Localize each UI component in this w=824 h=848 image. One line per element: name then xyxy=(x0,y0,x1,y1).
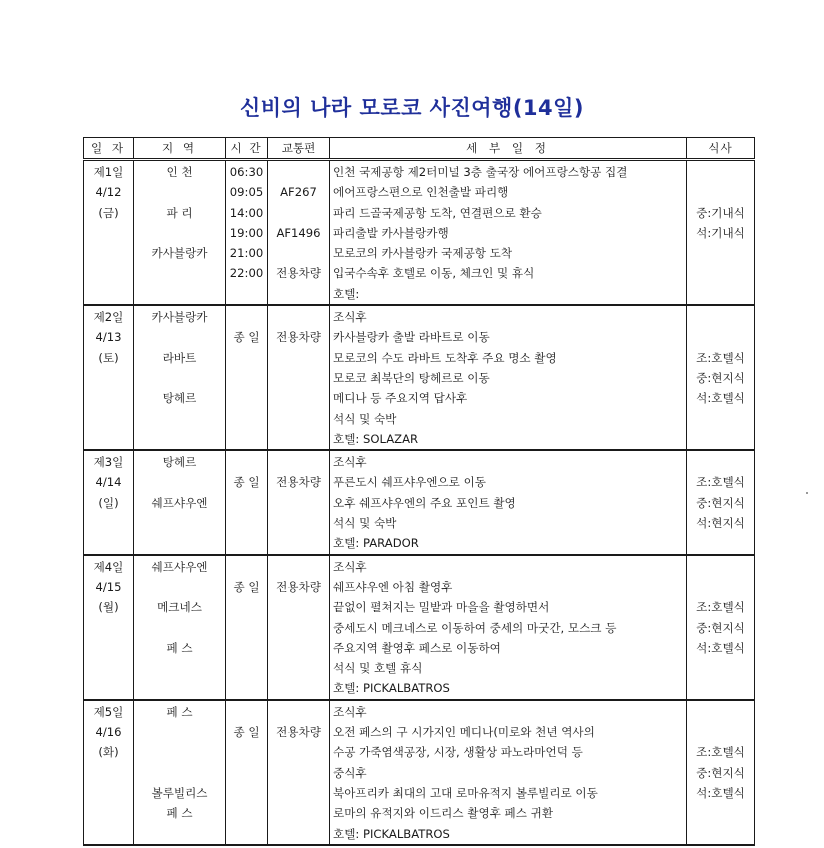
place-line xyxy=(134,678,225,698)
header-row xyxy=(84,138,755,160)
detail-line: 파리 드골국제공항 도착, 연결편으로 환승 xyxy=(333,205,542,220)
place-line: 카사블랑카 xyxy=(151,246,208,261)
day-line: 4/12 xyxy=(95,185,122,200)
transport-cell xyxy=(268,305,330,450)
time-line: 06:30 xyxy=(229,165,264,179)
time-line: 21:00 xyxy=(229,246,264,261)
place-cell xyxy=(134,450,226,554)
place-line xyxy=(134,409,225,429)
day-line: 제5일 xyxy=(93,704,124,719)
header-time: 시 간 xyxy=(226,138,268,160)
place-line xyxy=(134,742,225,762)
header-meal: 식사 xyxy=(687,138,755,160)
day-cell xyxy=(84,555,134,700)
day-line xyxy=(84,533,133,553)
place-line xyxy=(134,618,225,638)
meal-line xyxy=(687,243,754,263)
time-cell xyxy=(226,555,268,700)
meal-line: 중:기내식 xyxy=(696,205,745,220)
meal-line xyxy=(687,722,754,742)
detail-cell xyxy=(330,305,687,450)
detail-line: 주요지역 촬영후 페스로 이동하여 xyxy=(333,640,501,655)
day-cell xyxy=(84,305,134,450)
time-line xyxy=(226,803,267,823)
detail-line: 모로코의 카사블랑카 국제공항 도착 xyxy=(333,246,513,261)
transport-cell xyxy=(268,700,330,845)
time-line: 14:00 xyxy=(229,205,264,220)
place-line: 쉐프샤우엔 xyxy=(151,495,208,510)
time-line: 종 일 xyxy=(233,475,260,490)
place-line: 페 스 xyxy=(166,640,193,655)
place-line: 볼루빌리스 xyxy=(151,785,208,800)
header-detail: 세 부 일 정 xyxy=(330,138,687,160)
transport-line xyxy=(268,763,329,783)
time-line xyxy=(226,452,267,472)
meal-line xyxy=(687,577,754,597)
transport-line xyxy=(268,162,329,182)
detail-line: 모로코의 수도 라바트 도착후 주요 명소 촬영 xyxy=(333,350,557,365)
day-line xyxy=(84,763,133,783)
day-line: 제2일 xyxy=(93,310,124,325)
transport-cell xyxy=(268,160,330,306)
day-row xyxy=(84,700,755,845)
meal-line xyxy=(687,182,754,202)
place-line xyxy=(134,577,225,597)
meal-line: 중:현지식 xyxy=(696,370,745,385)
transport-line xyxy=(268,452,329,472)
time-line xyxy=(226,702,267,722)
day-line xyxy=(84,803,133,823)
place-line xyxy=(134,263,225,283)
place-line xyxy=(134,513,225,533)
detail-line: 중세도시 메크네스로 이동하여 중세의 마굿간, 모스크 등 xyxy=(333,620,617,635)
time-line xyxy=(226,409,267,429)
meal-line: 석:호텔식 xyxy=(696,785,745,800)
meal-cell xyxy=(687,305,755,450)
detail-line: 끝없이 펼쳐지는 밀밭과 마을을 촬영하면서 xyxy=(333,600,550,615)
detail-line: 로마의 유적지와 이드리스 촬영후 페스 귀환 xyxy=(333,806,554,821)
time-cell xyxy=(226,160,268,306)
time-line xyxy=(226,429,267,449)
detail-line: 호텔: PARADOR xyxy=(333,536,419,551)
transport-line: AF267 xyxy=(280,185,317,200)
time-line: 종 일 xyxy=(233,330,260,345)
transport-line xyxy=(268,513,329,533)
meal-line: 조:호텔식 xyxy=(696,600,745,615)
transport-cell xyxy=(268,555,330,700)
time-line xyxy=(226,638,267,658)
day-line: (일) xyxy=(98,495,119,510)
day-line: (금) xyxy=(98,205,119,220)
meal-line xyxy=(687,307,754,327)
transport-line xyxy=(268,618,329,638)
day-line xyxy=(84,429,133,449)
detail-line: 오전 페스의 구 시가지인 메디나(미로와 천년 역사의 xyxy=(333,725,595,740)
day-line xyxy=(84,783,133,803)
place-line: 페 스 xyxy=(166,704,193,719)
scan-speck xyxy=(806,492,808,494)
time-line xyxy=(226,658,267,678)
day-line xyxy=(84,824,133,844)
time-line: 종 일 xyxy=(233,579,260,594)
detail-cell xyxy=(330,700,687,845)
day-line xyxy=(84,368,133,388)
day-row xyxy=(84,305,755,450)
meal-line xyxy=(687,557,754,577)
place-line xyxy=(134,429,225,449)
day-line xyxy=(84,658,133,678)
day-row xyxy=(84,555,755,700)
meal-line xyxy=(687,429,754,449)
detail-cell xyxy=(330,555,687,700)
transport-line: 전용차량 xyxy=(276,579,321,594)
transport-line xyxy=(268,783,329,803)
place-line xyxy=(134,368,225,388)
day-line: (화) xyxy=(98,745,119,760)
day-cell xyxy=(84,160,134,306)
meal-line xyxy=(687,263,754,283)
place-line: 파 리 xyxy=(166,205,193,220)
place-line: 탕헤르 xyxy=(162,455,197,470)
time-cell xyxy=(226,305,268,450)
day-line: (월) xyxy=(98,600,119,615)
meal-line xyxy=(687,452,754,472)
day-line: 제3일 xyxy=(93,455,124,470)
detail-line: 조식후 xyxy=(333,455,367,470)
transport-line xyxy=(268,284,329,304)
meal-line: 중:현지식 xyxy=(696,495,745,510)
detail-line: 호텔: SOLAZAR xyxy=(333,431,419,446)
detail-line: 입국수속후 호텔로 이동, 체크인 및 휴식 xyxy=(333,266,535,281)
meal-line: 중:현지식 xyxy=(696,765,745,780)
detail-line: 호텔: PICKALBATROS xyxy=(333,681,450,696)
time-line xyxy=(226,388,267,408)
transport-line xyxy=(268,597,329,617)
transport-line xyxy=(268,658,329,678)
meal-cell xyxy=(687,160,755,306)
time-line xyxy=(226,678,267,698)
time-line xyxy=(226,824,267,844)
place-line xyxy=(134,182,225,202)
place-line xyxy=(134,722,225,742)
place-cell xyxy=(134,305,226,450)
detail-line: 북아프리카 최대의 고대 로마유적지 볼루빌리로 이동 xyxy=(333,785,598,800)
detail-line: 석식 및 숙박 xyxy=(333,411,397,426)
transport-line: 전용차량 xyxy=(276,725,321,740)
detail-line: 조식후 xyxy=(333,559,367,574)
transport-line: 전용차량 xyxy=(276,266,321,281)
meal-line: 석:호텔식 xyxy=(696,391,745,406)
transport-line xyxy=(268,742,329,762)
transport-line xyxy=(268,678,329,698)
detail-line: 중식후 xyxy=(333,765,367,780)
time-line xyxy=(226,284,267,304)
day-line xyxy=(84,388,133,408)
time-line xyxy=(226,348,267,368)
time-line xyxy=(226,368,267,388)
place-line xyxy=(134,824,225,844)
day-line xyxy=(84,284,133,304)
place-cell xyxy=(134,700,226,845)
day-line xyxy=(84,243,133,263)
transport-cell xyxy=(268,450,330,554)
detail-line: 조식후 xyxy=(333,704,367,719)
day-line xyxy=(84,263,133,283)
day-line: 4/16 xyxy=(95,725,122,740)
transport-line xyxy=(268,429,329,449)
place-line xyxy=(134,472,225,492)
transport-line xyxy=(268,702,329,722)
place-line: 카사블랑카 xyxy=(151,310,208,325)
meal-line: 조:호텔식 xyxy=(696,350,745,365)
place-line xyxy=(134,223,225,243)
detail-line: 푸른도시 쉐프샤우엔으로 이동 xyxy=(333,475,486,490)
day-line xyxy=(84,513,133,533)
meal-line xyxy=(687,824,754,844)
detail-line: 모로코 최북단의 탕헤르로 이동 xyxy=(333,370,490,385)
detail-line: 조식후 xyxy=(333,310,367,325)
meal-line: 석:호텔식 xyxy=(696,640,745,655)
detail-line: 석식 및 숙박 xyxy=(333,516,397,531)
place-line: 쉐프샤우엔 xyxy=(151,559,208,574)
time-line xyxy=(226,307,267,327)
meal-line xyxy=(687,409,754,429)
place-line: 라바트 xyxy=(162,350,197,365)
time-line: 09:05 xyxy=(229,185,264,200)
detail-cell xyxy=(330,450,687,554)
time-line xyxy=(226,533,267,553)
header-day: 일 자 xyxy=(84,138,134,160)
transport-line xyxy=(268,307,329,327)
time-line xyxy=(226,618,267,638)
transport-line xyxy=(268,409,329,429)
day-line xyxy=(84,223,133,243)
day-row xyxy=(84,160,755,306)
time-line xyxy=(226,742,267,762)
meal-line: 중:현지식 xyxy=(696,620,745,635)
header-transport: 교통편 xyxy=(268,138,330,160)
time-line: 종 일 xyxy=(233,725,260,740)
detail-line: 수공 가죽염색공장, 시장, 생활상 파노라마언덕 등 xyxy=(333,745,583,760)
meal-line: 석:현지식 xyxy=(696,516,745,531)
transport-line: AF1496 xyxy=(276,225,321,240)
detail-line: 쉐프샤우엔 아침 촬영후 xyxy=(333,579,453,594)
meal-line xyxy=(687,803,754,823)
place-line xyxy=(134,533,225,553)
page-title: 신비의 나라 모로코 사진여행(14일) xyxy=(239,96,585,120)
itinerary-table xyxy=(83,137,755,846)
detail-line: 오후 쉐프샤우엔의 주요 포인트 촬영 xyxy=(333,495,516,510)
detail-cell xyxy=(330,160,687,306)
detail-line: 호텔: PICKALBATROS xyxy=(333,826,450,841)
transport-line xyxy=(268,203,329,223)
time-line xyxy=(226,493,267,513)
transport-line: 전용차량 xyxy=(276,330,321,345)
day-line: 4/15 xyxy=(95,579,122,594)
place-line: 탕헤르 xyxy=(162,391,197,406)
detail-line: 호텔: xyxy=(333,286,360,301)
place-cell xyxy=(134,160,226,306)
time-line xyxy=(226,783,267,803)
detail-line: 인천 국제공항 제2터미널 3층 출국장 에어프랑스항공 집결 xyxy=(333,165,628,179)
meal-line xyxy=(687,702,754,722)
meal-line xyxy=(687,284,754,304)
meal-line xyxy=(687,533,754,553)
day-line xyxy=(84,678,133,698)
transport-line xyxy=(268,533,329,553)
place-line xyxy=(134,284,225,304)
place-line xyxy=(134,763,225,783)
place-line: 메크네스 xyxy=(157,600,202,615)
day-line xyxy=(84,638,133,658)
day-line: 4/13 xyxy=(95,330,122,345)
day-line: (토) xyxy=(98,350,119,365)
detail-line: 메디나 등 주요지역 답사후 xyxy=(333,391,468,406)
detail-line: 석식 및 호텔 휴식 xyxy=(333,661,423,676)
time-line: 19:00 xyxy=(229,225,264,240)
time-cell xyxy=(226,700,268,845)
meal-line xyxy=(687,678,754,698)
day-line: 제1일 xyxy=(93,165,124,179)
place-line xyxy=(134,658,225,678)
day-cell xyxy=(84,450,134,554)
detail-line: 에어프랑스편으로 인천출발 파리행 xyxy=(333,185,509,200)
transport-line xyxy=(268,368,329,388)
time-line xyxy=(226,557,267,577)
transport-line xyxy=(268,638,329,658)
transport-line xyxy=(268,557,329,577)
place-line: 페 스 xyxy=(166,806,193,821)
time-line xyxy=(226,597,267,617)
detail-line: 파리출발 카사블랑카행 xyxy=(333,225,449,240)
day-row xyxy=(84,450,755,554)
meal-cell xyxy=(687,700,755,845)
transport-line xyxy=(268,803,329,823)
day-cell xyxy=(84,700,134,845)
meal-line: 조:호텔식 xyxy=(696,475,745,490)
header-place: 지 역 xyxy=(134,138,226,160)
place-cell xyxy=(134,555,226,700)
time-line: 22:00 xyxy=(229,266,264,281)
time-cell xyxy=(226,450,268,554)
transport-line xyxy=(268,493,329,513)
time-line xyxy=(226,513,267,533)
transport-line: 전용차량 xyxy=(276,475,321,490)
detail-line: 카사블랑카 출발 라바트로 이동 xyxy=(333,330,490,345)
meal-line: 조:호텔식 xyxy=(696,745,745,760)
time-line xyxy=(226,763,267,783)
meal-line xyxy=(687,162,754,182)
meal-line xyxy=(687,327,754,347)
place-line xyxy=(134,327,225,347)
place-line: 인 천 xyxy=(166,165,193,179)
meal-line: 석:기내식 xyxy=(696,225,745,240)
meal-line xyxy=(687,658,754,678)
day-line: 제4일 xyxy=(93,559,124,574)
meal-cell xyxy=(687,450,755,554)
day-line xyxy=(84,618,133,638)
meal-cell xyxy=(687,555,755,700)
day-line xyxy=(84,409,133,429)
transport-line xyxy=(268,243,329,263)
transport-line xyxy=(268,824,329,844)
day-line: 4/14 xyxy=(95,475,122,490)
transport-line xyxy=(268,348,329,368)
transport-line xyxy=(268,388,329,408)
